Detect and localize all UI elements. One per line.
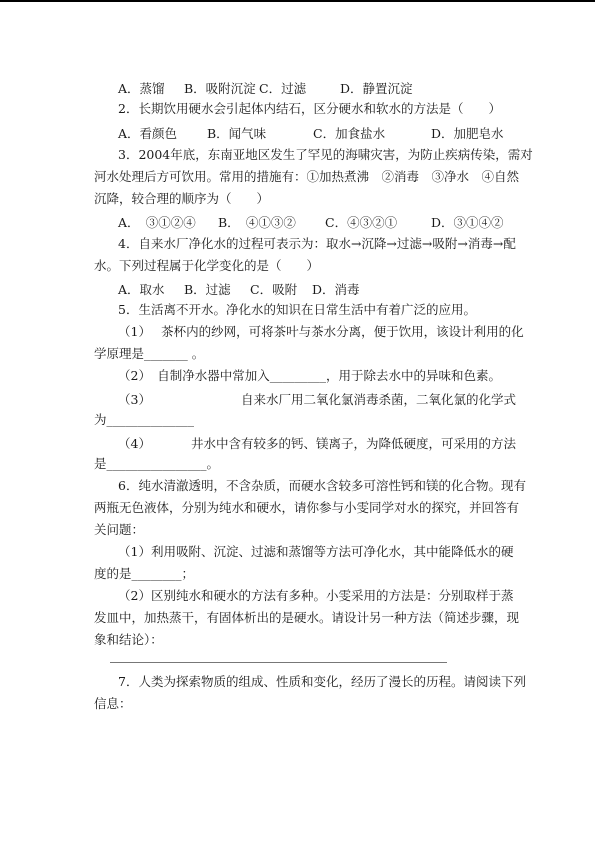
q3-option-d: D．③①④②: [431, 215, 504, 230]
q5-part-4-text: 井水中含有较多的钙、镁离子，为降低硬度，可采用的方法: [191, 436, 517, 451]
q4-option-d: D．消毒: [312, 282, 360, 297]
q4-option-a: A．取水: [118, 282, 165, 297]
q4-option-b: B．过滤: [184, 282, 231, 297]
q7-line-1: 7．人类为探索物质的组成、性质和变化，经历了漫长的历程。请阅读下列: [118, 674, 526, 689]
q3-option-c: C．④③②①: [325, 215, 398, 230]
q1-option-d: D．静置沉淀: [340, 81, 413, 96]
q3-line-1: 3．2004年底，东南亚地区发生了罕见的海啸灾害，为防止疾病传染，需对: [118, 147, 533, 162]
q4-option-c: C．吸附: [250, 282, 298, 297]
q5-part-4-number: （4）: [118, 436, 151, 451]
answer-line: [110, 662, 447, 663]
page-top-border: [0, 0, 595, 2]
q2-option-b: B．闻气味: [207, 126, 267, 141]
q3-line-3: 沉降，较合理的顺序为（ ）: [94, 191, 270, 206]
q5-part-1-line-2: 学原理是_______ 。: [94, 346, 205, 361]
q5-part-2: （2） 自制净水器中常加入_________，用于除去水中的异味和色素。: [118, 368, 501, 383]
q4-line-2: 水。下列过程属于化学变化的是（ ）: [94, 258, 320, 273]
q4-line-1: 4．自来水厂净化水的过程可表示为：取水→沉降→过滤→吸附→消毒→配: [118, 236, 516, 251]
q1-option-a: A．蒸馏: [118, 81, 165, 96]
q5-part-3-text: 自来水厂用二氧化氯消毒杀菌，二氧化氯的化学式: [241, 392, 517, 407]
q6-part-2-line-3: 象和结论）：: [94, 632, 163, 647]
q6-line-2: 两瓶无色液体，分别为纯水和硬水，请你参与小雯同学对水的探究，并回答有: [94, 500, 520, 515]
q6-part-2-line-1: （2）区别纯水和硬水的方法有多种。小雯采用的方法是：分别取样于蒸: [118, 588, 514, 603]
q5-part-1-line-1: （1） 茶杯内的纱网，可将茶叶与茶水分离，便于饮用，该设计利用的化: [118, 324, 524, 339]
q2-stem: 2．长期饮用硬水会引起体内结石，区分硬水和软水的方法是（ ）: [118, 101, 501, 116]
q5-stem: 5．生活离不开水。净化水的知识在日常生活中有着广泛的应用。: [118, 302, 476, 317]
q2-option-c: C．加食盐水: [313, 126, 386, 141]
q1-option-b: B．吸附沉淀: [184, 81, 256, 96]
q5-part-4-line-2: 是________________。: [94, 456, 220, 471]
q3-option-b: B． ④①③②: [218, 215, 296, 230]
q6-line-1: 6．纯水清澈透明，不含杂质，而硬水含较多可溶性钙和镁的化合物。现有: [118, 478, 526, 493]
q3-line-2: 河水处理后方可饮用。常用的措施有：①加热煮沸 ②消毒 ③净水 ④自然: [94, 169, 520, 184]
q2-option-d: D．加肥皂水: [431, 126, 504, 141]
q6-line-3: 关问题：: [94, 522, 145, 537]
q5-part-3-line-2: 为______________: [94, 412, 195, 427]
q7-line-2: 信息：: [94, 696, 132, 711]
q3-option-a: A． ③①②④: [118, 215, 196, 230]
q6-part-1-line-2: 度的是________；: [94, 566, 195, 581]
q6-part-2-line-2: 发皿中，加热蒸干，有固体析出的是硬水。请设计另一种方法（简述步骤，现: [94, 610, 520, 625]
q5-part-3-number: （3）: [118, 392, 151, 407]
q1-option-c: C．过滤: [259, 81, 307, 96]
q2-option-a: A．看颜色: [118, 126, 178, 141]
q6-part-1-line-1: （1）利用吸附、沉淀、过滤和蒸馏等方法可净化水，其中能降低水的硬: [118, 544, 514, 559]
